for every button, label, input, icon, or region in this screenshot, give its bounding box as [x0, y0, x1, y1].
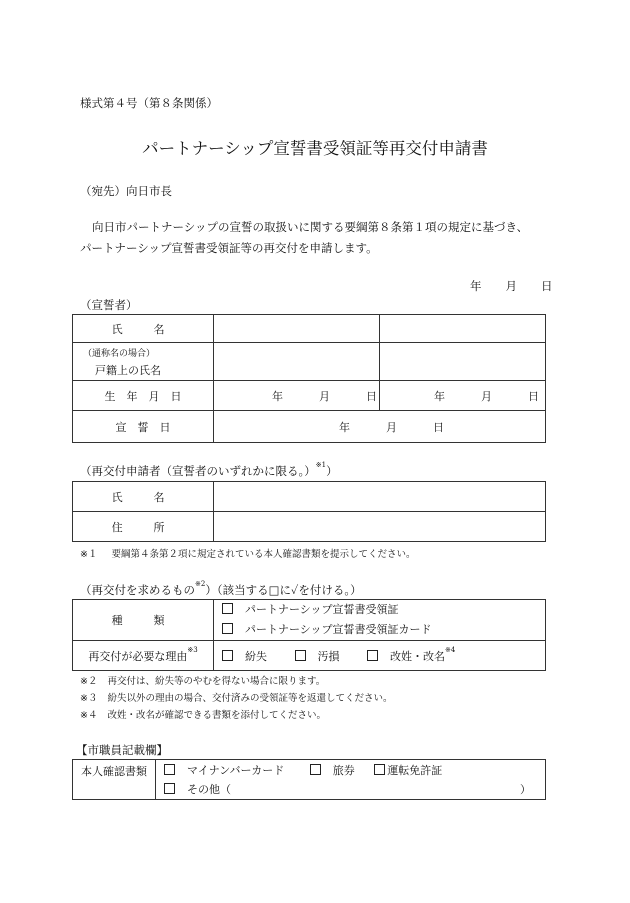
note-3: ※３ 紛失以外の理由の場合、交付済みの受領証等を返還してください。 [80, 693, 393, 704]
addressee: （宛先）向日市長 [80, 184, 172, 198]
kind-options-cell [214, 600, 546, 641]
oath-date-label: 宣 誓 日 [115, 420, 171, 434]
applicant-name-label-cell [73, 482, 214, 512]
checkbox-license[interactable] [374, 764, 385, 775]
checkbox-name-change[interactable] [367, 650, 378, 661]
oath-date-label-cell [73, 411, 214, 443]
id-passport[interactable]: 旅券 [310, 764, 355, 777]
oath-name-label: 氏 名 [111, 322, 175, 336]
oath-table [72, 314, 546, 443]
registry-name-field-1[interactable] [214, 343, 380, 381]
checkbox-certificate-card[interactable] [222, 623, 233, 634]
applicant-table [72, 481, 546, 542]
oath-section-heading: （宣誓者） [80, 298, 138, 312]
checkbox-damaged[interactable] [295, 650, 306, 661]
oath-name-label-cell [73, 315, 214, 343]
checkbox-other[interactable] [164, 783, 175, 794]
kind-label: 種 類 [111, 614, 175, 627]
id-license[interactable]: 運転免許証 [374, 764, 442, 777]
note-mark-2: ※2 [195, 580, 206, 588]
birth-date-field-1[interactable]: 年 月 日 [214, 381, 380, 411]
intro-line-1: 向日市パートナーシップの宣誓の取扱いに関する要綱第８条第１項の規定に基づき、 [92, 220, 529, 234]
id-doc-label: 本人確認書類 [81, 765, 147, 778]
option-certificate-card[interactable]: パートナーシップ宣誓書受領証カード [222, 620, 545, 640]
date-month-label: 月 [505, 279, 517, 293]
id-doc-options-cell [156, 760, 546, 800]
checkbox-lost[interactable] [222, 650, 233, 661]
page-title: パートナーシップ宣誓書受領証等再交付申請書 [142, 139, 488, 158]
checkbox-passport[interactable] [310, 764, 321, 775]
id-my-number[interactable]: マイナンバーカード [164, 764, 284, 777]
reason-lost[interactable]: 紛失 [222, 650, 267, 663]
applicant-section-heading: （再交付申請者（宣誓者のいずれかに限る。）$^{※1}$） [80, 461, 338, 478]
id-doc-label-cell [73, 760, 156, 800]
applicant-address-label: 住 所 [111, 520, 175, 534]
reason-damaged[interactable]: 汚損 [295, 650, 340, 663]
staff-table [72, 759, 546, 800]
oath-date-field[interactable]: 年 月 日 [214, 411, 546, 443]
request-table [72, 599, 546, 671]
intro-line-2: パートナーシップ宣誓書受領証等の再交付を申請します。 [80, 241, 378, 255]
reason-label: 再交付が必要な理由 [88, 649, 188, 663]
option-certificate[interactable]: パートナーシップ宣誓書受領証 [222, 600, 545, 620]
note-1: ※１ 要綱第４条第２項に規定されている本人確認書類を提示してください。 [80, 549, 416, 560]
registry-name-label-cell [73, 343, 214, 381]
reason-options-cell [214, 641, 546, 671]
date-year-label: 年 [470, 279, 482, 293]
applicant-name-field[interactable] [214, 482, 546, 512]
id-other[interactable]: その他（ [164, 783, 231, 796]
id-other-close: ） [520, 782, 531, 796]
note-4: ※４ 改姓・改名が確認できる書類を添付してください。 [80, 710, 326, 721]
reason-name-change[interactable]: 改姓・改名$^{※4}$ [367, 650, 455, 663]
birth-label-cell [73, 381, 214, 411]
applicant-address-label-cell [73, 512, 214, 542]
registry-name-field-2[interactable] [380, 343, 546, 381]
reason-label-cell [73, 641, 214, 671]
registry-name-label: 戸籍上の氏名 [95, 363, 161, 377]
note-2: ※２ 再交付は、紛失等のやむを得ない場合に限ります。 [80, 676, 326, 687]
note-mark-4: ※4 [445, 645, 456, 654]
checkbox-certificate[interactable] [222, 603, 233, 614]
kind-label-cell [73, 600, 214, 641]
form-number: 様式第４号（第８条関係） [80, 96, 218, 110]
applicant-address-field[interactable] [214, 512, 546, 542]
note-mark-1: ※1 [315, 461, 327, 469]
checkbox-my-number[interactable] [164, 764, 175, 775]
request-section-heading: （再交付を求めるもの$^{※2}$）（該当する□に✓を付ける。） [80, 580, 362, 597]
applicant-name-label: 氏 名 [111, 490, 175, 504]
birth-label: 生 年 月 日 [104, 389, 182, 403]
date-day-label: 日 [541, 279, 553, 293]
birth-date-field-2[interactable]: 年 月 日 [380, 381, 546, 411]
application-date [470, 278, 553, 294]
staff-section-heading: 【市職員記載欄】 [76, 743, 168, 757]
oath-name-field-1[interactable] [214, 315, 380, 343]
alias-note: （通称名の場合） [83, 348, 156, 359]
note-mark-3: ※3 [187, 645, 198, 654]
oath-name-field-2[interactable] [380, 315, 546, 343]
